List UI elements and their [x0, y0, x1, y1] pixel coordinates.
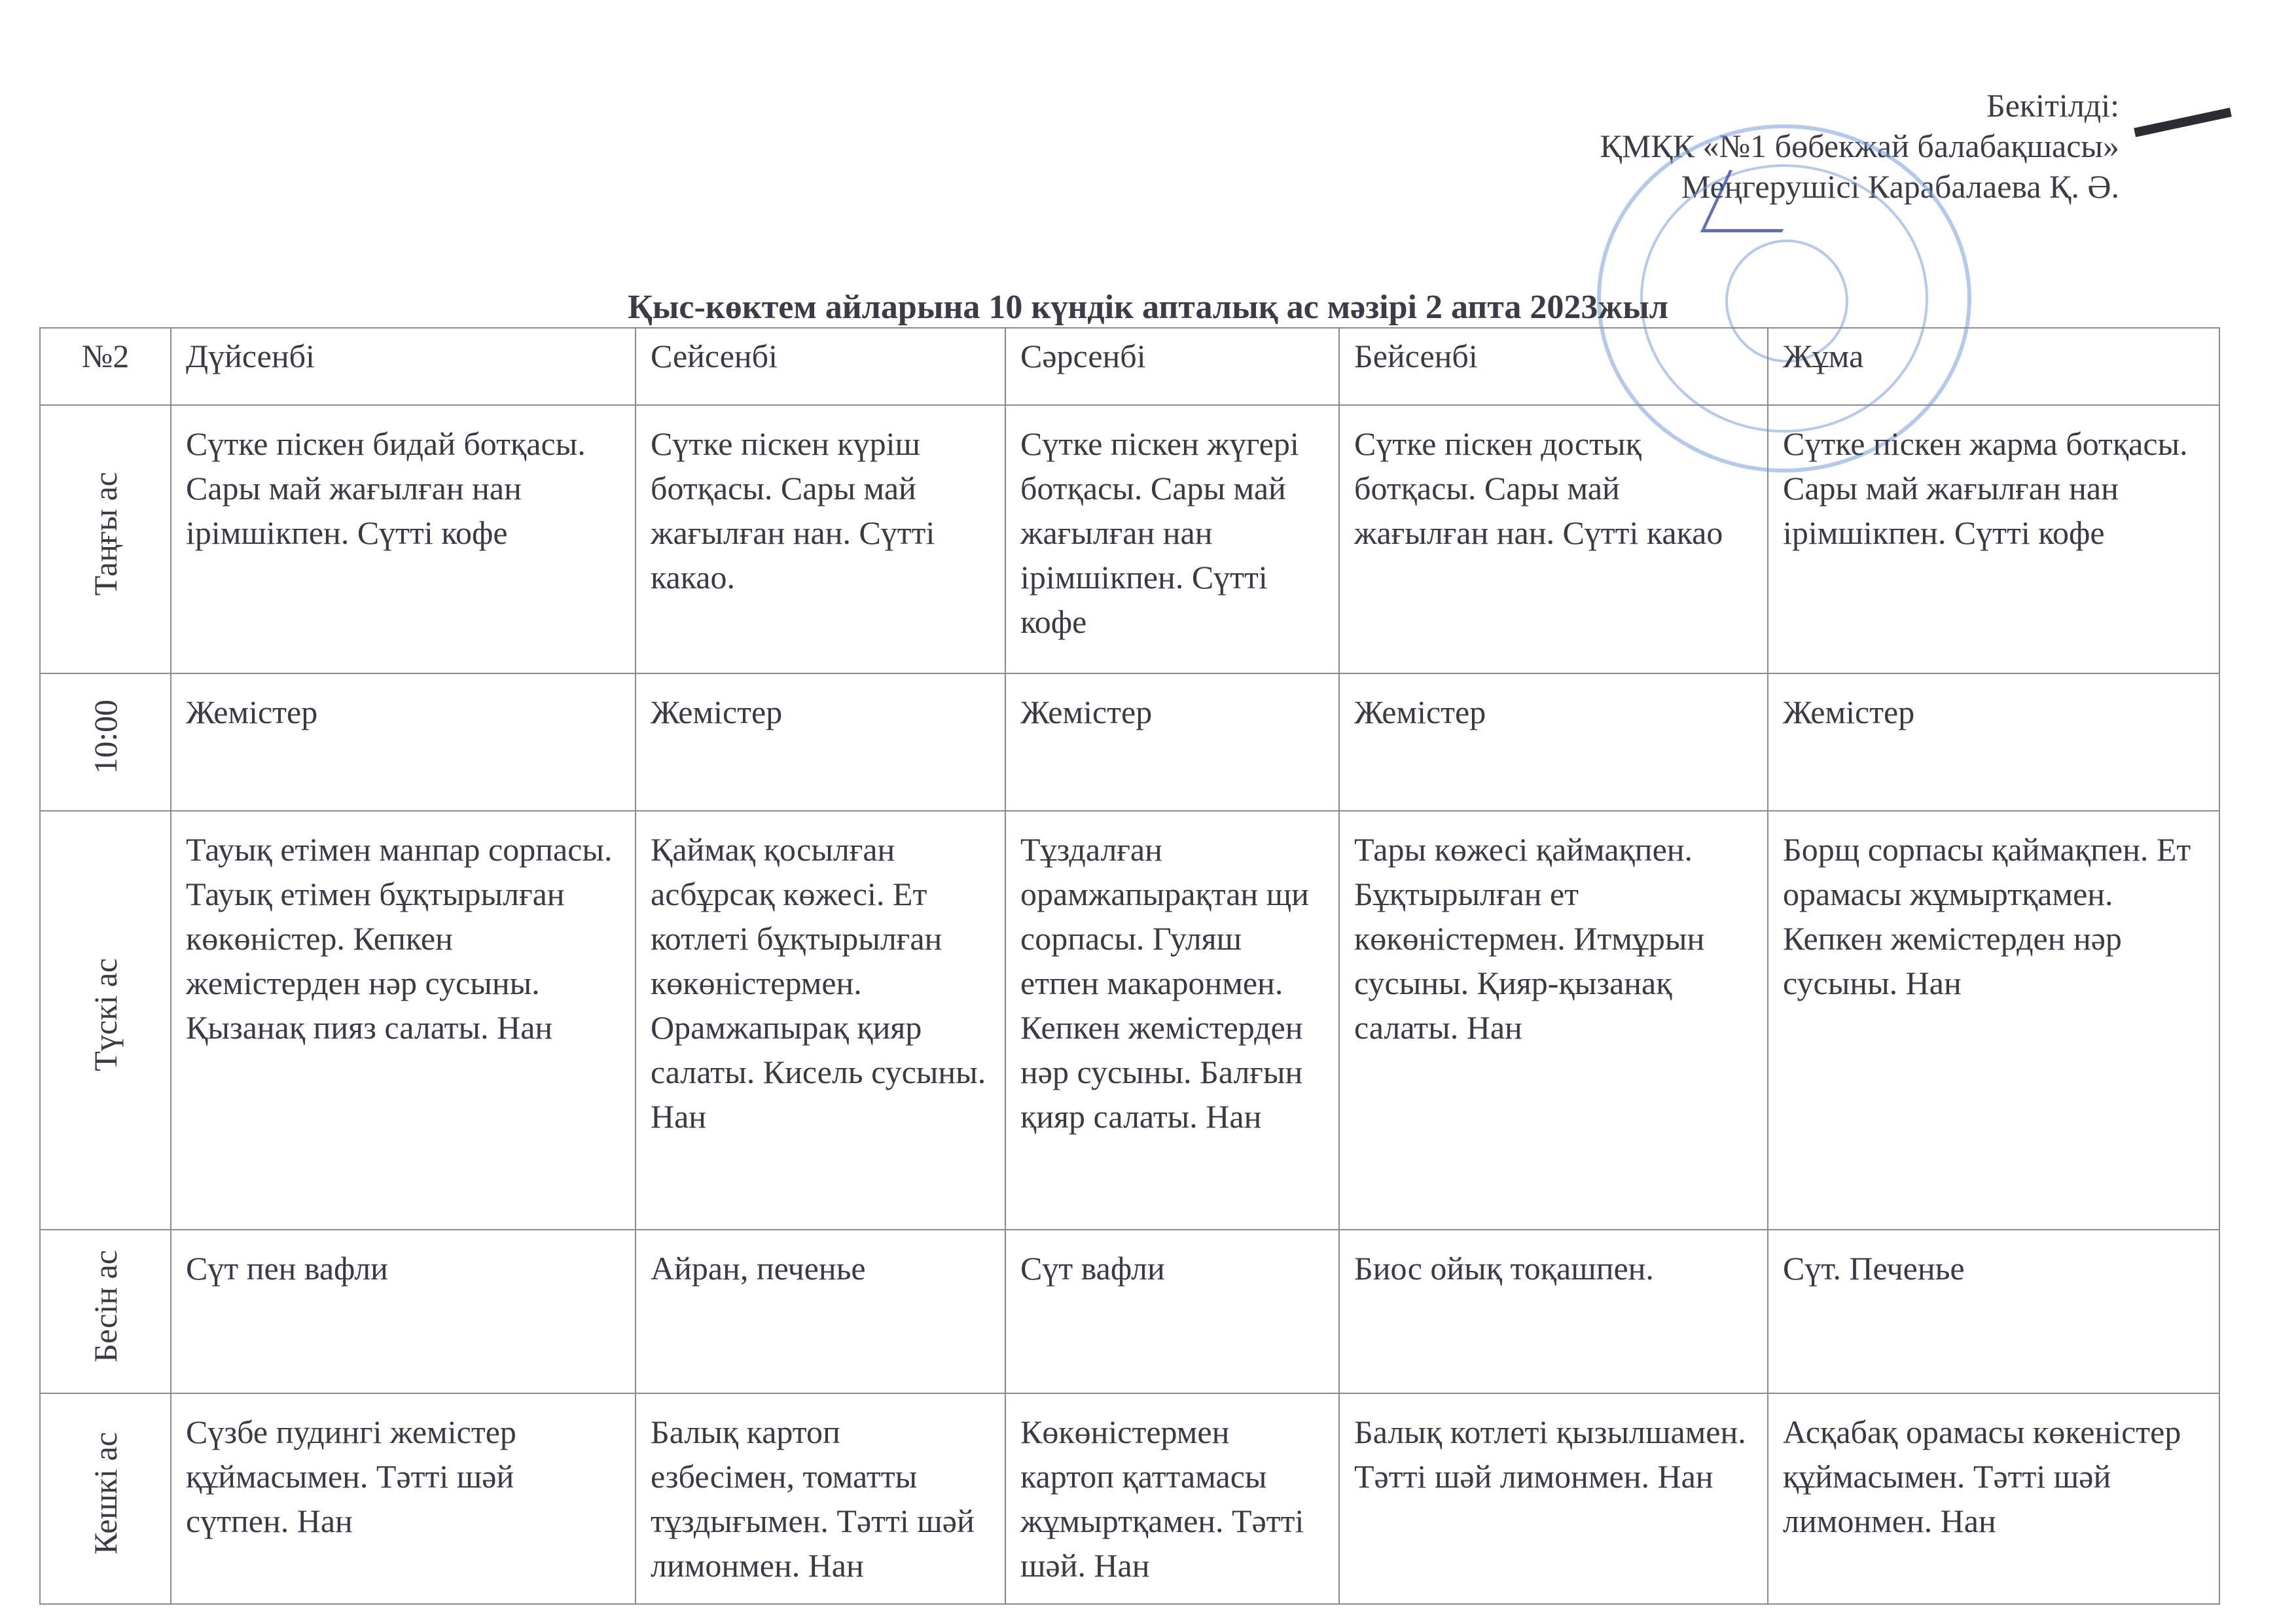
table-cell: Жемістер	[1339, 673, 1768, 811]
header-day-wednesday: Сәрсенбі	[1005, 328, 1339, 405]
table-cell: Сүтке піскен жүгері ботқасы. Сары май жағылған нан ірімшікпен. Сүтті кофе	[1005, 405, 1339, 673]
menu-table	[39, 327, 2220, 1605]
table-cell: Сүтке піскен достық ботқасы. Сары май жағылған нан. Сүтті какао	[1339, 405, 1768, 673]
row-label-breakfast: Таңғы ас	[40, 405, 171, 673]
table-cell: Сүт пен вафли	[171, 1230, 636, 1393]
table-cell: Жемістер	[171, 673, 636, 811]
table-row-afternoon-snack	[40, 1230, 2219, 1393]
header-day-monday: Дүйсенбі	[171, 328, 636, 405]
table-row-snack-1000	[40, 673, 2219, 811]
table-row-breakfast	[40, 405, 2219, 673]
row-label-1000: 10:00	[40, 673, 171, 811]
table-cell: Балық котлеті қызылшамен. Тәтті шәй лимонмен. Нан	[1339, 1393, 1768, 1604]
table-cell: Борщ сорпасы қаймақпен. Ет орамасы жұмыртқамен. Кепкен жемістерден нәр сусыны. Нан	[1768, 811, 2219, 1230]
row-label-dinner: Кешкі ас	[40, 1393, 171, 1604]
table-cell: Айран, печенье	[636, 1230, 1005, 1393]
header-day-friday: Жұма	[1768, 328, 2219, 405]
table-cell: Сүзбе пудингі жемістер құймасымен. Тәтті шәй сүтпен. Нан	[171, 1393, 636, 1604]
table-cell: Сүтке піскен жарма ботқасы. Сары май жағылған нан ірімшікпен. Сүтті кофе	[1768, 405, 2219, 673]
table-cell: Қаймақ қосылған асбұрсақ көжесі. Ет котлеті бұқтырылған көкөністермен. Орамжапырақ қияр салаты. Кисель сусыны. Нан	[636, 811, 1005, 1230]
table-cell: Тұздалған орамжапырақтан щи сорпасы. Гуляш етпен макаронмен. Кепкен жемістерден нәр сусыны. Балғын қияр салаты. Нан	[1005, 811, 1339, 1230]
table-row-dinner	[40, 1393, 2219, 1604]
table-cell: Жемістер	[1768, 673, 2219, 811]
header-day-tuesday: Сейсенбі	[636, 328, 1005, 405]
table-header-row	[40, 328, 2219, 405]
table-cell: Сүтке піскен күріш ботқасы. Сары май жағылған нан. Сүтті какао.	[636, 405, 1005, 673]
table-cell: Сүтке піскен бидай ботқасы. Сары май жағылған нан ірімшікпен. Сүтті кофе	[171, 405, 636, 673]
pen-mark	[2134, 108, 2232, 137]
row-label-lunch: Түскі ас	[40, 811, 171, 1230]
header-day-thursday: Бейсенбі	[1339, 328, 1768, 405]
approval-line-1: Бекітілді:	[1986, 87, 2119, 124]
table-cell: Балық картоп езбесімен, томатты тұздығымен. Тәтті шәй лимонмен. Нан	[636, 1393, 1005, 1604]
table-cell: Асқабақ орамасы көкеністер құймасымен. Тәтті шәй лимонмен. Нан	[1768, 1393, 2219, 1604]
table-cell: Тары көжесі қаймақпен. Бұқтырылған ет көкөністермен. Итмұрын сусыны. Қияр-қызанақ салаты. Нан	[1339, 811, 1768, 1230]
row-label-afternoon-snack: Бесін ас	[40, 1230, 171, 1393]
table-cell: Көкөністермен картоп қаттамасы жұмыртқамен. Тәтті шәй. Нан	[1005, 1393, 1339, 1604]
table-cell: Тауық етімен манпар сорпасы. Тауық етімен бұқтырылған көкөністер. Кепкен жемістерден нәр сусыны. Қызанақ пияз салаты. Нан	[171, 811, 636, 1230]
table-row-lunch	[40, 811, 2219, 1230]
table-cell: Сүт вафли	[1005, 1230, 1339, 1393]
approval-line-2: ҚМҚК «№1 бөбекжай балабақшасы»	[1600, 128, 2119, 164]
table-cell: Жемістер	[636, 673, 1005, 811]
table-cell: Биос ойық тоқашпен.	[1339, 1230, 1768, 1393]
table-cell: Сүт. Печенье	[1768, 1230, 2219, 1393]
table-corner: №2	[40, 328, 171, 405]
approval-line-3: Меңгерушісі Карабалаева Қ. Ә.	[1681, 168, 2119, 205]
table-cell: Жемістер	[1005, 673, 1339, 811]
page-title: Қыс-көктем айларына 10 күндік апталық ас мәзірі 2 апта 2023жыл	[628, 289, 1668, 326]
